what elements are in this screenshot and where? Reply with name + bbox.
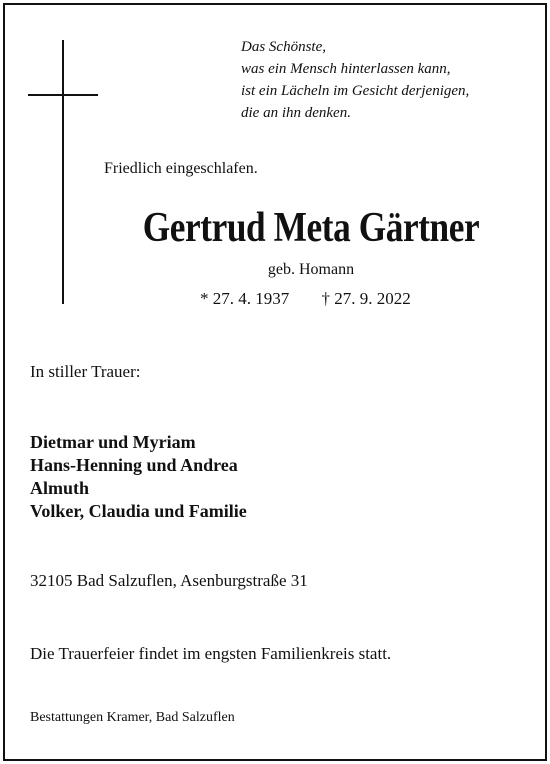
- family-member: Dietmar und Myriam: [30, 432, 196, 452]
- death-date: † 27. 9. 2022: [321, 289, 411, 308]
- mourning-label: In stiller Trauer:: [30, 362, 141, 381]
- cross-icon-horizontal: [28, 94, 98, 96]
- life-dates: [200, 289, 411, 309]
- deceased-name: Gertrud Meta Gärtner: [142, 205, 480, 251]
- birth-date: * 27. 4. 1937: [200, 289, 290, 308]
- family-member: Volker, Claudia und Familie: [30, 501, 247, 521]
- family-list: [30, 431, 247, 523]
- family-member: Almuth: [30, 478, 90, 498]
- poem-line: die an ihn denken.: [241, 105, 351, 121]
- poem: [241, 36, 469, 124]
- family-member: Hans-Henning und Andrea: [30, 455, 238, 475]
- poem-line: was ein Mensch hinterlassen kann,: [241, 61, 451, 77]
- poem-line: Das Schönste,: [241, 39, 326, 55]
- poem-line: ist ein Lächeln im Gesicht derjenigen,: [241, 83, 470, 99]
- funeral-home: Bestattungen Kramer, Bad Salzuflen: [30, 710, 235, 725]
- maiden-name: geb. Homann: [267, 261, 355, 278]
- ceremony-note: Die Trauerfeier findet im engsten Familienkreis statt.: [30, 644, 392, 663]
- intro-text: Friedlich eingeschlafen.: [104, 160, 258, 177]
- address: 32105 Bad Salzuflen, Asenburgstraße 31: [30, 571, 308, 590]
